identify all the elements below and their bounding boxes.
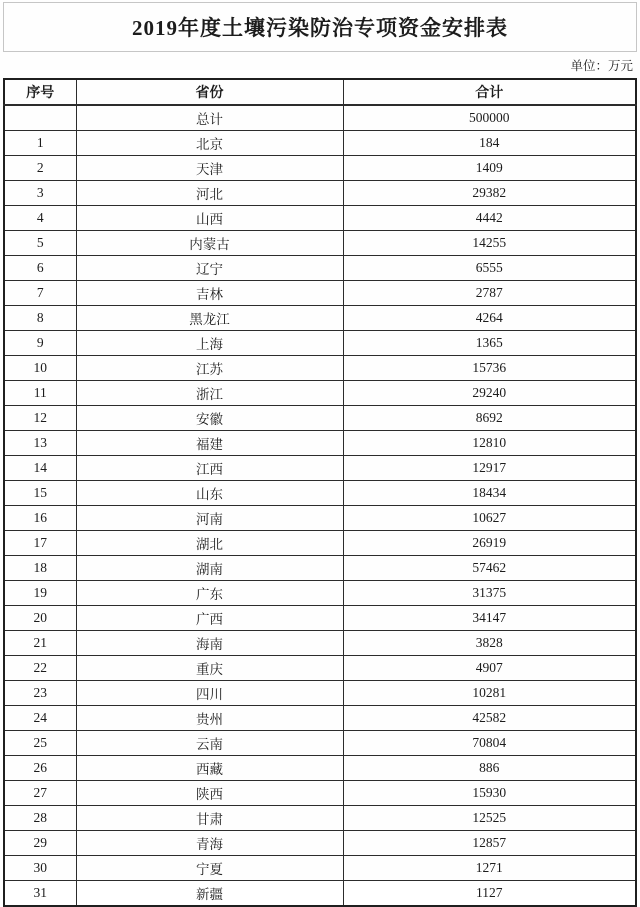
province-name-cell: 河北 [76,181,343,206]
row-index-cell: 1 [4,131,76,156]
province-name-cell: 安徽 [76,406,343,431]
amount-value-cell: 29240 [343,381,636,406]
row-index-cell: 8 [4,306,76,331]
province-name-cell: 海南 [76,631,343,656]
province-name-cell: 辽宁 [76,256,343,281]
province-name-cell: 天津 [76,156,343,181]
amount-value-cell: 184 [343,131,636,156]
row-index-cell: 3 [4,181,76,206]
amount-value-cell: 500000 [343,105,636,131]
row-index-cell [4,105,76,131]
row-index-cell: 21 [4,631,76,656]
amount-value-cell: 1127 [343,881,636,907]
table-row [4,406,636,431]
row-index-cell: 13 [4,431,76,456]
column-header-index: 序号 [4,79,76,105]
province-name-cell: 广西 [76,606,343,631]
table-row [4,581,636,606]
row-index-cell: 20 [4,606,76,631]
unit-row [3,52,637,78]
province-name-cell: 广东 [76,581,343,606]
amount-value-cell: 886 [343,756,636,781]
province-name-cell: 青海 [76,831,343,856]
table-row [4,831,636,856]
title-box [3,2,637,52]
row-index-cell: 18 [4,556,76,581]
row-index-cell: 29 [4,831,76,856]
table-row [4,756,636,781]
row-index-cell: 15 [4,481,76,506]
row-index-cell: 5 [4,231,76,256]
province-name-cell: 福建 [76,431,343,456]
row-index-cell: 17 [4,531,76,556]
table-body [4,105,636,906]
province-name-cell: 河南 [76,506,343,531]
amount-value-cell: 12857 [343,831,636,856]
page-title: 2019年度土壤污染防治专项资金安排表 [132,16,508,40]
province-name-cell: 西藏 [76,756,343,781]
table-row [4,856,636,881]
amount-value-cell: 29382 [343,181,636,206]
row-index-cell: 27 [4,781,76,806]
province-name-cell: 云南 [76,731,343,756]
table-row [4,306,636,331]
row-index-cell: 12 [4,406,76,431]
province-name-cell: 重庆 [76,656,343,681]
amount-value-cell: 10281 [343,681,636,706]
amount-value-cell: 4264 [343,306,636,331]
table-row [4,681,636,706]
row-index-cell: 23 [4,681,76,706]
province-name-cell: 贵州 [76,706,343,731]
province-name-cell: 黑龙江 [76,306,343,331]
province-name-cell: 江西 [76,456,343,481]
amount-value-cell: 15930 [343,781,636,806]
unit-label: 单位：万元 [570,59,633,73]
amount-value-cell: 3828 [343,631,636,656]
row-index-cell: 10 [4,356,76,381]
row-index-cell: 16 [4,506,76,531]
table-row [4,331,636,356]
amount-value-cell: 12525 [343,806,636,831]
amount-value-cell: 4442 [343,206,636,231]
table-row [4,731,636,756]
table-row [4,356,636,381]
table-row [4,456,636,481]
table-row [4,206,636,231]
province-name-cell: 北京 [76,131,343,156]
row-index-cell: 31 [4,881,76,907]
province-name-cell: 山西 [76,206,343,231]
table-row [4,231,636,256]
amount-value-cell: 26919 [343,531,636,556]
province-name-cell: 四川 [76,681,343,706]
province-name-cell: 浙江 [76,381,343,406]
amount-value-cell: 1409 [343,156,636,181]
table-row [4,881,636,907]
province-name-cell: 宁夏 [76,856,343,881]
table-row [4,281,636,306]
table-row [4,381,636,406]
row-index-cell: 14 [4,456,76,481]
table-row [4,256,636,281]
province-name-cell: 新疆 [76,881,343,907]
table-row [4,631,636,656]
table-row [4,181,636,206]
table-row [4,781,636,806]
amount-value-cell: 8692 [343,406,636,431]
row-index-cell: 9 [4,331,76,356]
amount-value-cell: 1365 [343,331,636,356]
amount-value-cell: 10627 [343,506,636,531]
province-name-cell: 吉林 [76,281,343,306]
row-index-cell: 19 [4,581,76,606]
row-index-cell: 4 [4,206,76,231]
province-name-cell: 湖南 [76,556,343,581]
amount-value-cell: 34147 [343,606,636,631]
table-row [4,531,636,556]
table-row [4,506,636,531]
amount-value-cell: 1271 [343,856,636,881]
amount-value-cell: 18434 [343,481,636,506]
row-index-cell: 22 [4,656,76,681]
amount-value-cell: 4907 [343,656,636,681]
province-name-cell: 内蒙古 [76,231,343,256]
amount-value-cell: 57462 [343,556,636,581]
table-row [4,431,636,456]
table-row [4,806,636,831]
table-row [4,556,636,581]
province-name-cell: 甘肃 [76,806,343,831]
amount-value-cell: 12810 [343,431,636,456]
row-index-cell: 24 [4,706,76,731]
row-index-cell: 11 [4,381,76,406]
province-name-cell: 湖北 [76,531,343,556]
row-index-cell: 25 [4,731,76,756]
table-header-row [4,79,636,105]
amount-value-cell: 6555 [343,256,636,281]
row-index-cell: 26 [4,756,76,781]
province-name-cell: 总计 [76,105,343,131]
row-index-cell: 7 [4,281,76,306]
province-name-cell: 江苏 [76,356,343,381]
row-index-cell: 28 [4,806,76,831]
amount-value-cell: 15736 [343,356,636,381]
column-header-province: 省份 [76,79,343,105]
table-row [4,706,636,731]
amount-value-cell: 70804 [343,731,636,756]
province-name-cell: 陕西 [76,781,343,806]
table-row [4,606,636,631]
table-row-total [4,105,636,131]
row-index-cell: 6 [4,256,76,281]
amount-value-cell: 14255 [343,231,636,256]
amount-value-cell: 2787 [343,281,636,306]
province-name-cell: 上海 [76,331,343,356]
table-row [4,131,636,156]
row-index-cell: 30 [4,856,76,881]
amount-value-cell: 12917 [343,456,636,481]
province-name-cell: 山东 [76,481,343,506]
row-index-cell: 2 [4,156,76,181]
column-header-total: 合计 [343,79,636,105]
amount-value-cell: 42582 [343,706,636,731]
table-row [4,656,636,681]
table-row [4,481,636,506]
fund-allocation-table [3,78,637,907]
amount-value-cell: 31375 [343,581,636,606]
table-row [4,156,636,181]
